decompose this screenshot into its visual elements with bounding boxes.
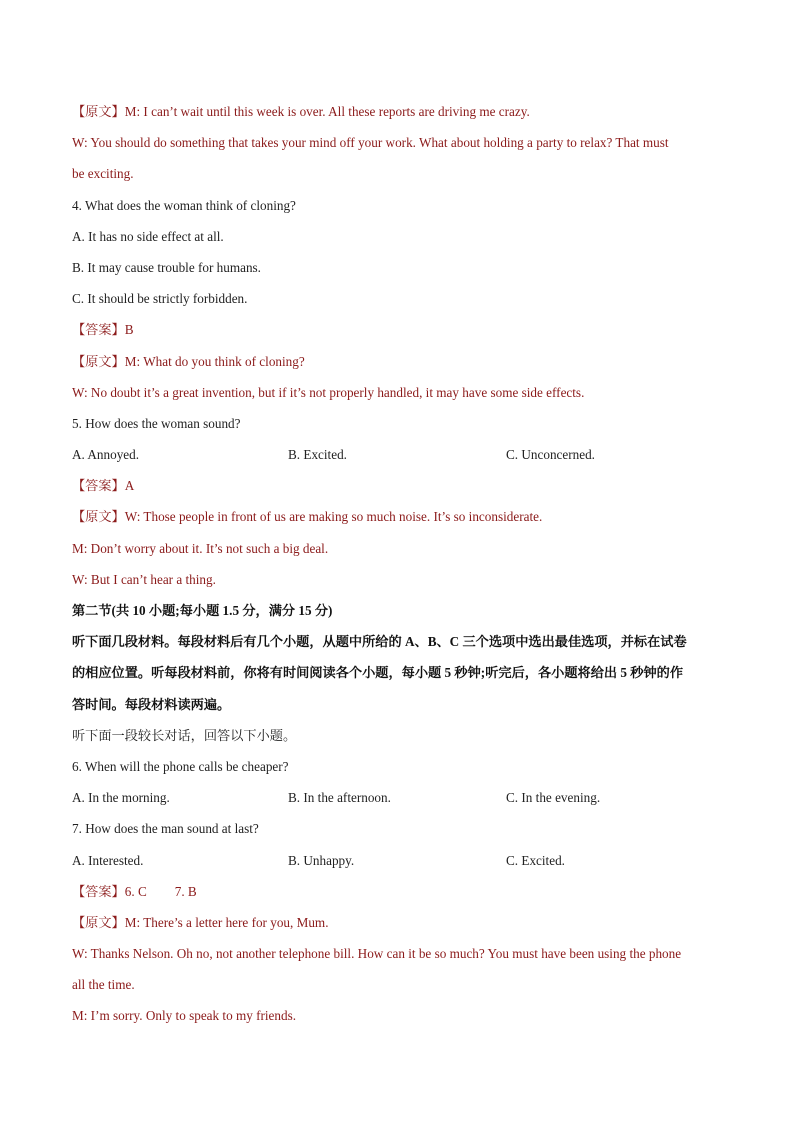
transcript-line [72,907,724,938]
answer-value: 7. B [174,883,197,899]
answer-value: 6. C [124,883,147,899]
transcript-line: W: Thanks Nelson. Oh no, not another telephone bill. How can it be so much? You must have been using the phone [72,946,682,962]
options-7 [72,845,724,876]
section-2-title: 第二节(共 10 小题;每小题 1.5 分，满分 15 分) [72,603,333,618]
answer-5 [72,470,724,501]
section-2-instructions: 听下面几段材料。每段材料后有几个小题，从题中所给的 A、B、C 三个选项中选出最佳选项，并标在试卷 [72,634,687,650]
section-2-instructions: 的相应位置。听每段材料前，你将有时间阅读各个小题，每小题 5 秒钟;听完后，各小题将给出 5 秒钟的作 [72,665,684,681]
answer-value: A [124,478,135,494]
options-5 [72,439,724,470]
option-6a: A. In the morning. [72,790,170,806]
transcript-line: W: You should do something that takes your mind off your work. What about holding a party to relax? That must [72,135,669,151]
transcript-line: be exciting. [72,166,134,182]
transcript-tag: 【原文】 [72,353,125,369]
answer-tag: 【答案】 [72,322,125,338]
options-6 [72,782,724,813]
question-5: 5. How does the woman sound? [72,415,241,431]
transcript-tag: 【原文】 [72,509,125,525]
option-5a: A. Annoyed. [72,447,140,463]
option-6b: B. In the afternoon. [288,790,391,806]
option-5c: C. Unconcerned. [506,447,595,463]
transcript-text: M: There’s a letter here for you, Mum. [124,914,329,930]
transcript-text: M: What do you think of cloning? [124,353,305,369]
option-5b: B. Excited. [288,447,347,463]
option-7b: B. Unhappy. [288,852,355,868]
section-2-instructions: 答时间。每段材料读两遍。 [72,696,231,712]
answer-tag: 【答案】 [72,478,125,494]
option-4a: A. It has no side effect at all. [72,228,224,244]
transcript-line [72,346,724,377]
question-7: 7. How does the man sound at last? [72,821,259,837]
transcript-line: M: Don’t worry about it. It’s not such a big deal. [72,540,329,556]
answer-value: B [124,322,134,338]
answer-4 [72,314,724,345]
option-7c: C. Excited. [506,852,565,868]
transcript-line [72,501,724,532]
document-page [72,96,724,1032]
transcript-line [72,96,724,127]
answer-tag: 【答案】 [72,883,125,899]
question-4: 4. What does the woman think of cloning? [72,197,296,213]
option-7a: A. Interested. [72,852,144,868]
transcript-line: M: I’m sorry. Only to speak to my friends. [72,1008,297,1024]
section-2-subheading: 听下面一段较长对话，回答以下小题。 [72,727,297,743]
option-4b: B. It may cause trouble for humans. [72,259,261,275]
option-6c: C. In the evening. [506,790,601,806]
transcript-tag: 【原文】 [72,914,125,930]
transcript-line: W: No doubt it’s a great invention, but if it’s not properly handled, it may have some side effects. [72,384,585,400]
transcript-tag: 【原文】 [72,104,125,119]
transcript-text: M: I can’t wait until this week is over. All these reports are driving me crazy. [124,104,530,119]
transcript-line: all the time. [72,977,135,993]
question-6: 6. When will the phone calls be cheaper? [72,758,289,774]
transcript-line: W: But I can’t hear a thing. [72,571,216,587]
transcript-text: W: Those people in front of us are making so much noise. It’s so inconsiderate. [124,509,543,525]
option-4c: C. It should be strictly forbidden. [72,291,248,307]
answer-6-7 [72,876,724,907]
